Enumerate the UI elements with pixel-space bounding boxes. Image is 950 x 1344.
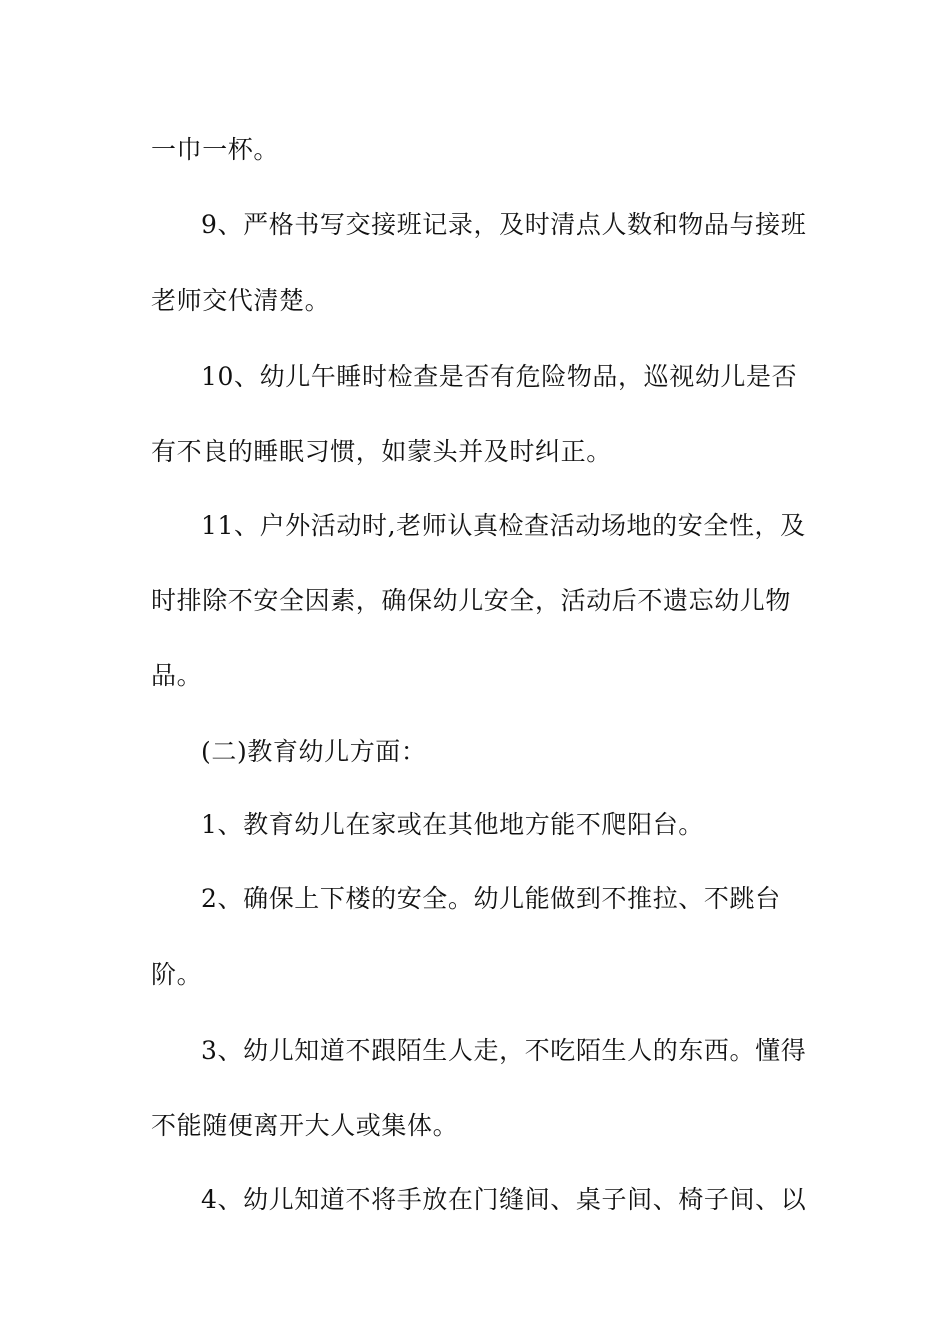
paragraph-10-line-1: 10、幼儿午睡时检查是否有危险物品，巡视幼儿是否 <box>201 362 798 391</box>
text-line: 一巾一杯。 <box>151 135 280 164</box>
paragraph-11-line-1: 11、户外活动时,老师认真检查活动场地的安全性，及 <box>201 511 806 540</box>
item-2-line-2: 阶。 <box>151 960 203 989</box>
item-4-line-1: 4、幼儿知道不将手放在门缝间、桌子间、椅子间、以 <box>201 1185 807 1214</box>
item-1-line-1: 1、教育幼儿在家或在其他地方能不爬阳台。 <box>201 810 704 839</box>
paragraph-10-line-2: 有不良的睡眠习惯，如蒙头并及时纠正。 <box>151 437 612 466</box>
section-heading: (二)教育幼儿方面： <box>201 737 427 766</box>
paragraph-9-line-1: 9、严格书写交接班记录，及时清点人数和物品与接班 <box>201 210 807 239</box>
paragraph-11-line-3: 品。 <box>151 661 203 690</box>
paragraph-9-line-2: 老师交代清楚。 <box>151 286 331 315</box>
item-2-line-1: 2、确保上下楼的安全。幼儿能做到不推拉、不跳台 <box>201 884 781 913</box>
item-3-line-2: 不能随便离开大人或集体。 <box>151 1111 459 1140</box>
item-3-line-1: 3、幼儿知道不跟陌生人走，不吃陌生人的东西。懂得 <box>201 1036 807 1065</box>
paragraph-11-line-2: 时排除不安全因素，确保幼儿安全，活动后不遗忘幼儿物 <box>151 586 792 615</box>
